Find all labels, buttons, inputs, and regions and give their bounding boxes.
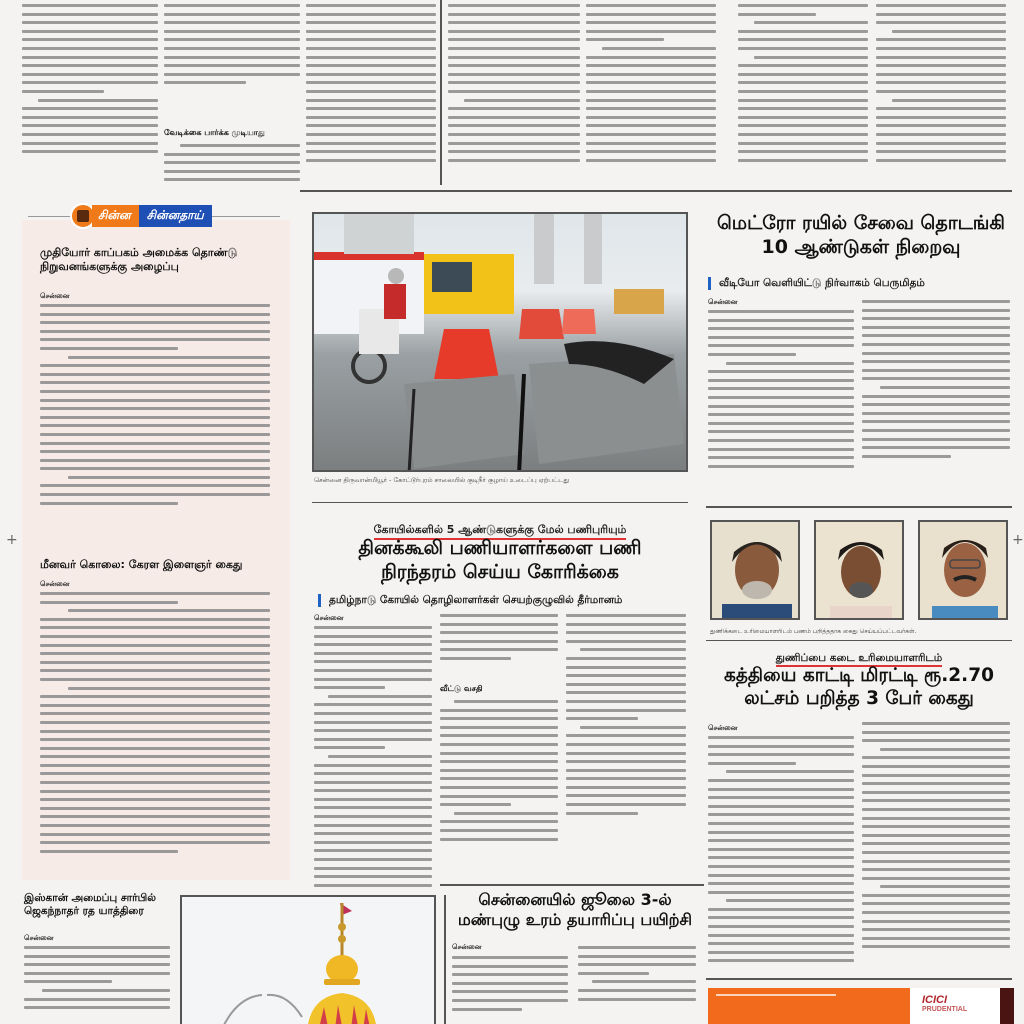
top-col-5-text: [586, 4, 716, 167]
temple-kicker: கோயில்களில் 5 ஆண்டுகளுக்கு மேல் பணிபுரியும்: [374, 523, 627, 540]
brief3-headline: இஸ்கான் அமைப்பு சார்பில் ஜெகந்நாதர் ரத யாத்திரை: [24, 892, 156, 918]
brief2-headline: மீனவர் கொலை: கேரள இளைஞர் கைது: [40, 558, 243, 571]
top-col-6-text: [738, 4, 868, 167]
metro-bottom-rule: [706, 506, 1012, 508]
top-col-2-text-b: [164, 144, 300, 187]
chinna-chinna-badge: [70, 203, 212, 229]
badge-right-label: சின்னதாய்: [139, 205, 212, 227]
fertilizer-col-2: [578, 946, 696, 1006]
robbery-col-2: [862, 722, 1010, 954]
chariot-illustration: [182, 897, 436, 1024]
brief2-dateline: சென்னை: [40, 580, 70, 588]
metro-col-2: [862, 300, 1010, 463]
metro-dateline: சென்னை: [708, 298, 738, 306]
brief3-body: [24, 946, 170, 1015]
temple-headline: தினக்கூலி பணியாளர்களை பணி நிரந்தரம் செய்ய கோரிக்கை: [358, 537, 642, 583]
suspects-rule: [706, 640, 1012, 641]
ad-brand-logo: [922, 994, 967, 1013]
fertilizer-top-rule: [440, 884, 704, 886]
road-photo-illustration: [314, 214, 688, 472]
metro-subdeck: வீடியோ வெளியிட்டு நிர்வாகம் பெருமிதம்: [708, 277, 925, 290]
temple-col-1: [314, 626, 432, 892]
top-subhead: வேடிக்கை பார்க்க முடியாது: [164, 128, 265, 137]
temple-col-2b: [440, 700, 558, 846]
suspect-photo-2: [814, 520, 904, 620]
top-col-3-text: [306, 4, 436, 167]
brief1-body: [40, 304, 270, 510]
ad-brand-line1: ICICI: [922, 994, 948, 1006]
chariot-photo: [180, 895, 436, 1024]
robbery-bottom-rule: [706, 978, 1012, 980]
temple-col-2: [440, 614, 558, 666]
brief3-dateline: சென்னை: [24, 934, 54, 942]
robbery-dateline: சென்னை: [708, 724, 738, 732]
fertilizer-headline: சென்னையில் ஜூலை 3-ல் மண்புழு உரம் தயாரிப்பு பயிற்சி: [457, 890, 693, 929]
brief1-headline: முதியோர் காப்பகம் அமைக்க தொண்டு நிறுவனங்களுக்கு அழைப்பு: [40, 246, 238, 273]
suspect-photo-3: [918, 520, 1008, 620]
fertilizer-col-1: [452, 956, 568, 1016]
column-divider: [440, 0, 442, 185]
road-photo-caption: சென்னை திருவான்மியூர் - கோட்டூர்புரம் சாலையில் குடிநீர் குழாய் உடைப்பு ஏற்பட்டது: [314, 476, 570, 484]
suspects-caption: துணிக்கடை உரிமையாளரிடம் பணம் பறித்ததாக கைது செய்யப்பட்டவர்கள்.: [710, 628, 917, 635]
top-col-1-text: [22, 4, 158, 159]
chariot-divider: [444, 895, 446, 1024]
temple-col-3: [566, 614, 686, 820]
temple-subdeck: தமிழ்நாடு கோயில் தொழிலாளர்கள் செயற்குழுவில் தீர்மானம்: [318, 594, 622, 607]
advertisement[interactable]: [708, 988, 1014, 1024]
robbery-col-1: [708, 736, 854, 968]
metro-col-1: [708, 310, 854, 473]
caption-rule: [312, 502, 688, 503]
crop-mark-right: +: [1012, 532, 1024, 548]
suspect-photo-1: [710, 520, 800, 620]
temple-subhead: வீட்டு வசதி: [440, 684, 483, 693]
badge-left-label: சின்ன: [92, 205, 139, 227]
temple-dateline: சென்னை: [314, 614, 344, 622]
robbery-kicker: துணிப்பை கடை உரிமையாளரிடம்: [776, 652, 942, 667]
ad-brand-line2: PRUDENTIAL: [922, 1006, 968, 1013]
fertilizer-dateline: சென்னை: [452, 943, 482, 951]
metro-headline: மெட்ரோ ரயில் சேவை தொடங்கி 10 ஆண்டுகள் நிறைவு: [717, 212, 1005, 258]
ad-dark-strip: [1000, 988, 1014, 1024]
top-col-7-text: [876, 4, 1006, 167]
robbery-headline: கத்தியை காட்டி மிரட்டி ரூ.2.70 லட்சம் பறித்த 3 பேர் கைது: [724, 665, 994, 710]
top-col-2-text: [164, 4, 300, 90]
road-damage-photo: [312, 212, 688, 472]
brief2-body: [40, 592, 270, 858]
ad-orange-panel: [708, 988, 910, 1024]
brief1-dateline: சென்னை: [40, 292, 70, 300]
top-section-rule: [300, 190, 1012, 192]
top-col-4-text: [448, 4, 580, 167]
crop-mark-left: +: [6, 532, 18, 548]
